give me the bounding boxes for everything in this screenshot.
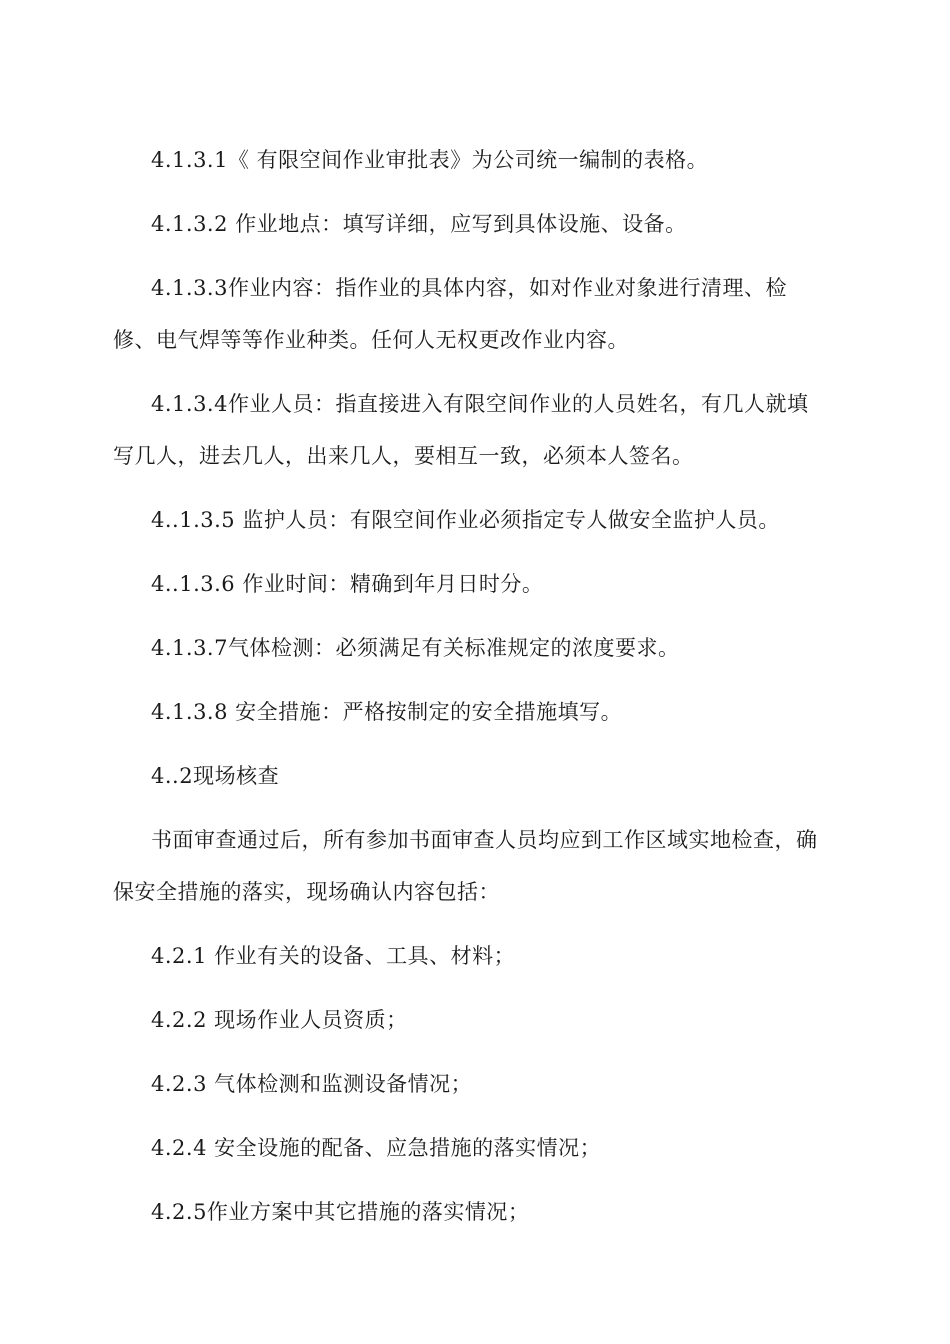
paragraph-4-2-4: 4.2.4 安全设施的配备、应急措施的落实情况； [151,1136,602,1160]
paragraph-4-1-3-2: 4.1.3.2 作业地点：填写详细，应写到具体设施、设备。 [151,212,687,236]
document-body [113,134,825,1250]
paragraph-4-2-5: 4.2.5作业方案中其它措施的落实情况； [151,1200,530,1224]
paragraph-4-2-3: 4.2.3 气体检测和监测设备情况； [151,1072,473,1096]
paragraph-4-1-3-1: 4.1.3.1《 有限空间作业审批表》为公司统一编制的表格。 [151,148,709,172]
paragraph-4-1-3-7: 4.1.3.7气体检测：必须满足有关标准规定的浓度要求。 [151,636,680,660]
paragraph-4-1-3-8: 4.1.3.8 安全措施：严格按制定的安全措施填写。 [151,700,623,724]
paragraph-4-1-3-4: 4.1.3.4作业人员：指直接进入有限空间作业的人员姓名，有几人就填写几人，进去几人，出来几人，要相互一致，必须本人签名。 [113,392,809,468]
paragraph-4-1-3-5: 4..1.3.5 监护人员：有限空间作业必须指定专人做安全监护人员。 [151,508,780,532]
paragraph-4-2-1: 4.2.1 作业有关的设备、工具、材料； [151,944,516,968]
paragraph-4-1-3-3: 4.1.3.3作业内容：指作业的具体内容，如对作业对象进行清理、检修、电气焊等等作业种类。任何人无权更改作业内容。 [113,276,787,352]
paragraph-4-1-3-6: 4..1.3.6 作业时间：精确到年月日时分。 [151,572,544,596]
paragraph-site-check-intro: 书面审查通过后，所有参加书面审查人员均应到工作区域实地检查，确保安全措施的落实，现场确认内容包括： [113,828,818,904]
section-heading-4-2: 4..2现场核查 [151,764,280,788]
paragraph-4-2-2: 4.2.2 现场作业人员资质； [151,1008,408,1032]
